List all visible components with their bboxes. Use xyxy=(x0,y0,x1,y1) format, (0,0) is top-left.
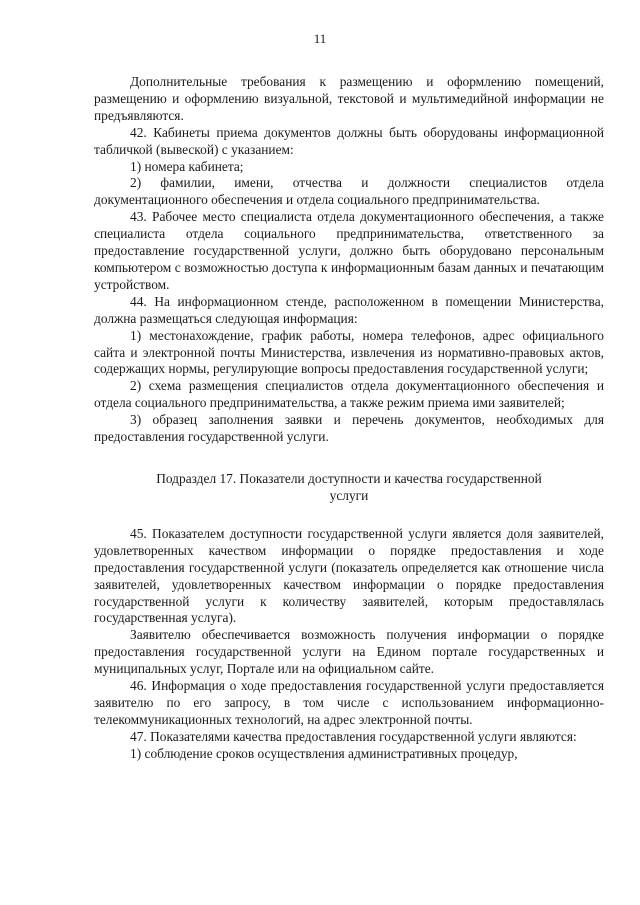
paragraph: 46. Информация о ходе предоставления государственной услуги предоставляется заявителю по его запросу, в том числе с использованием информационно-телекоммуникационных технологий, на адрес электронной почты. xyxy=(94,678,604,727)
paragraph: Заявителю обеспечивается возможность получения информации о порядке предоставления государственной услуги на Едином портале государственных и муниципальных услуг, Портале или на официальном сайте. xyxy=(94,627,604,677)
paragraph: 42. Кабинеты приема документов должны быть оборудованы информационной табличкой (вывеской) с указанием: xyxy=(94,124,604,157)
paragraph: 44. На информационном стенде, расположенном в помещении Министерства, должна размещаться следующая информация: xyxy=(94,293,604,326)
page-number: 11 xyxy=(313,31,327,46)
paragraph: Дополнительные требования к размещению и оформлению помещений, размещению и оформлению визуальной, текстовой и мультимедийной информации не предъявляются. xyxy=(94,74,604,123)
paragraph: 43. Рабочее место специалиста отдела документационного обеспечения, а также специалиста отдела социального предпринимательства, ответственного за предоставление государственной услуги, должно быть оборудовано персональным компьютером с возможностью доступа к информационным базам данных и печатающим устройством. xyxy=(94,209,604,292)
paragraph: 1) местонахождение, график работы, номера телефонов, адрес официального сайта и электронной почты Министерства, извлечения из нормативно-правовых актов, содержащих нормы, регулирующие вопросы предоставления государственной услуги; xyxy=(94,327,604,377)
paragraph: 2) фамилии, имени, отчества и должности специалистов отдела документационного обеспечения и отдела социального предпринимательства. xyxy=(94,175,604,208)
paragraph: 2) схема размещения специалистов отдела документационного обеспечения и отдела социального предпринимательства, а также режим приема ими заявителей; xyxy=(94,378,604,411)
section-heading xyxy=(94,470,604,504)
document-body xyxy=(94,74,604,763)
paragraph: 45. Показателем доступности государственной услуги является доля заявителей, удовлетворенных качеством информации о порядке предоставления и ходе предоставления государственной услуги (показатель определяется как отношение числа заявителей, удовлетворенных качеством информации о порядке предоставления государственной услуги к количеству заявителей, которым предоставлялась государственная услуга). xyxy=(94,525,604,626)
paragraph: 3) образец заполнения заявки и перечень документов, необходимых для предоставления государственной услуги. xyxy=(94,412,604,445)
section-heading-line2: услуги xyxy=(329,487,369,503)
paragraph: 1) соблюдение сроков осуществления административных процедур, xyxy=(130,745,518,761)
paragraphs-before-heading xyxy=(94,74,604,446)
paragraph: 47. Показателями качества предоставления государственной услуги являются: xyxy=(130,728,577,744)
paragraphs-after-heading xyxy=(94,526,604,763)
section-heading-line1: Подраздел 17. Показатели доступности и качества государственной xyxy=(156,470,542,486)
paragraph: 1) номера кабинета; xyxy=(130,158,244,174)
